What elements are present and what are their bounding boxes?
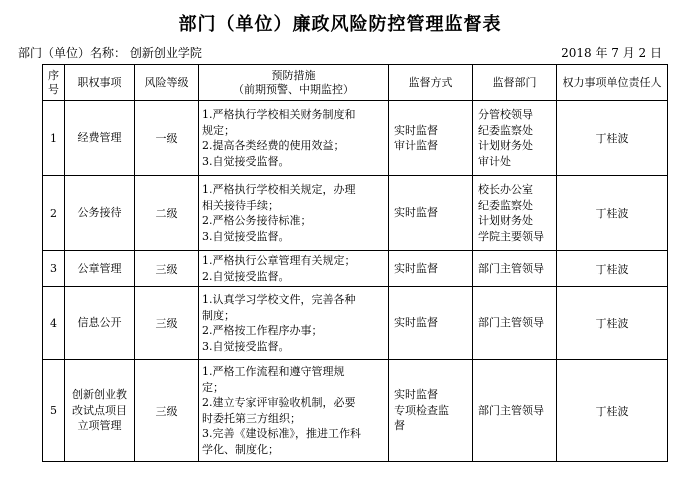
measure-line: 相关接待手续； — [202, 198, 279, 212]
cell-risk: 三级 — [135, 251, 199, 287]
measure-line: 1.严格工作流程和遵守管理规 — [202, 365, 345, 378]
header-risk: 风险等级 — [135, 65, 199, 101]
header-measures — [199, 65, 389, 101]
cell-method — [389, 360, 473, 462]
measure-line: 1.严格执行学校相关规定，办理 — [202, 183, 356, 196]
cell-measures — [199, 287, 389, 360]
cell-risk: 三级 — [135, 360, 199, 462]
cell-seq: 2 — [43, 176, 65, 251]
measure-line: 3.自觉接受监督。 — [202, 339, 290, 353]
dept-line: 学院主要领导 — [478, 229, 544, 243]
dept-line: 纪委监察处 — [478, 198, 533, 212]
measure-line: 制度； — [202, 308, 235, 322]
cell-depts — [473, 360, 557, 462]
cell-method — [389, 176, 473, 251]
cell-resp: 丁桂波 — [557, 101, 668, 176]
method-line: 督 — [394, 419, 405, 433]
cell-depts — [473, 287, 557, 360]
measure-line: 1.严格执行学校相关财务制度和 — [202, 108, 356, 121]
cell-risk: 一级 — [135, 101, 199, 176]
method-line: 实时监督 — [394, 388, 438, 402]
cell-item: 公务接待 — [65, 176, 135, 251]
cell-measures — [199, 251, 389, 287]
cell-resp: 丁桂波 — [557, 287, 668, 360]
cell-seq: 1 — [43, 101, 65, 176]
measure-line: 1.认真学习学校文件，完善各种 — [202, 293, 356, 306]
table-row — [43, 287, 668, 360]
dept-line: 部门主管领导 — [478, 316, 544, 330]
cell-seq: 4 — [43, 287, 65, 360]
header-item: 职权事项 — [65, 65, 135, 101]
cell-risk: 二级 — [135, 176, 199, 251]
method-line: 实时监督 — [394, 261, 438, 275]
table-row — [43, 101, 668, 176]
method-line: 审计监督 — [394, 139, 438, 152]
measure-line: 2.自觉接受监督。 — [202, 269, 290, 283]
dept-line: 分管校领导 — [478, 108, 533, 121]
dept-line: 计划财务处 — [478, 214, 533, 227]
cell-depts — [473, 176, 557, 251]
cell-method — [389, 101, 473, 176]
date: 2018 年 7 月 2 日 — [561, 46, 662, 60]
cell-seq: 5 — [43, 360, 65, 462]
cell-depts — [473, 251, 557, 287]
page-title: 部门（单位）廉政风险防控管理监督表 — [178, 14, 502, 35]
header-resp: 权力事项单位责任人 — [557, 65, 668, 101]
table-row — [43, 251, 668, 287]
measure-line: 定； — [202, 380, 224, 394]
dept-line: 纪委监察处 — [478, 123, 533, 137]
item-text: 创新创业教改试点项目立项管理 — [72, 388, 127, 433]
cell-method — [389, 251, 473, 287]
header-seq: 序号 — [43, 65, 65, 101]
measure-line: 2.建立专家评审验收机制，必要 — [202, 396, 356, 409]
method-line: 专项检查监 — [394, 403, 449, 417]
measure-line: 时委托第三方组织； — [202, 411, 301, 425]
cell-method — [389, 287, 473, 360]
cell-item — [65, 360, 135, 462]
cell-resp: 丁桂波 — [557, 360, 668, 462]
cell-resp: 丁桂波 — [557, 251, 668, 287]
cell-risk: 三级 — [135, 287, 199, 360]
dept-line: 计划财务处 — [478, 139, 533, 152]
header-measures-sub: （前期预警、中期监控） — [233, 82, 354, 96]
dept-label: 部门（单位）名称： — [18, 46, 127, 60]
measure-line: 1.严格执行公章管理有关规定； — [202, 254, 356, 267]
measure-line: 3.自觉接受监督。 — [202, 154, 290, 168]
cell-item: 信息公开 — [65, 287, 135, 360]
header-measures-title: 预防措施 — [271, 68, 316, 82]
dept-line: 审计处 — [478, 154, 511, 168]
table-row — [43, 176, 668, 251]
measure-line: 3.自觉接受监督。 — [202, 229, 290, 243]
measure-line: 规定； — [202, 123, 235, 137]
measure-line: 2.严格按工作程序办事； — [202, 324, 323, 337]
measure-line: 2.提高各类经费的使用效益； — [202, 139, 345, 152]
method-line: 实时监督 — [394, 206, 438, 220]
table-row — [43, 360, 668, 462]
measure-line: 学化、制度化； — [202, 442, 279, 456]
cell-measures — [199, 176, 389, 251]
cell-resp: 丁桂波 — [557, 176, 668, 251]
cell-item: 公章管理 — [65, 251, 135, 287]
measure-line: 3.完善《建设标准》，推进工作科 — [202, 427, 361, 440]
header-method: 监督方式 — [389, 65, 473, 101]
dept-line: 校长办公室 — [478, 183, 533, 196]
dept-line: 部门主管领导 — [478, 261, 544, 275]
risk-table — [42, 64, 668, 462]
header-row — [43, 65, 668, 101]
dept-name: 创新创业学院 — [129, 46, 202, 60]
method-line: 实时监督 — [394, 316, 438, 330]
cell-seq: 3 — [43, 251, 65, 287]
cell-measures — [199, 101, 389, 176]
measure-line: 2.严格公务接待标准； — [202, 214, 312, 227]
cell-item: 经费管理 — [65, 101, 135, 176]
cell-depts — [473, 101, 557, 176]
dept-line: 部门主管领导 — [478, 403, 544, 417]
cell-measures — [199, 360, 389, 462]
header-dept: 监督部门 — [473, 65, 557, 101]
method-line: 实时监督 — [394, 123, 438, 137]
dept-info — [18, 44, 202, 61]
